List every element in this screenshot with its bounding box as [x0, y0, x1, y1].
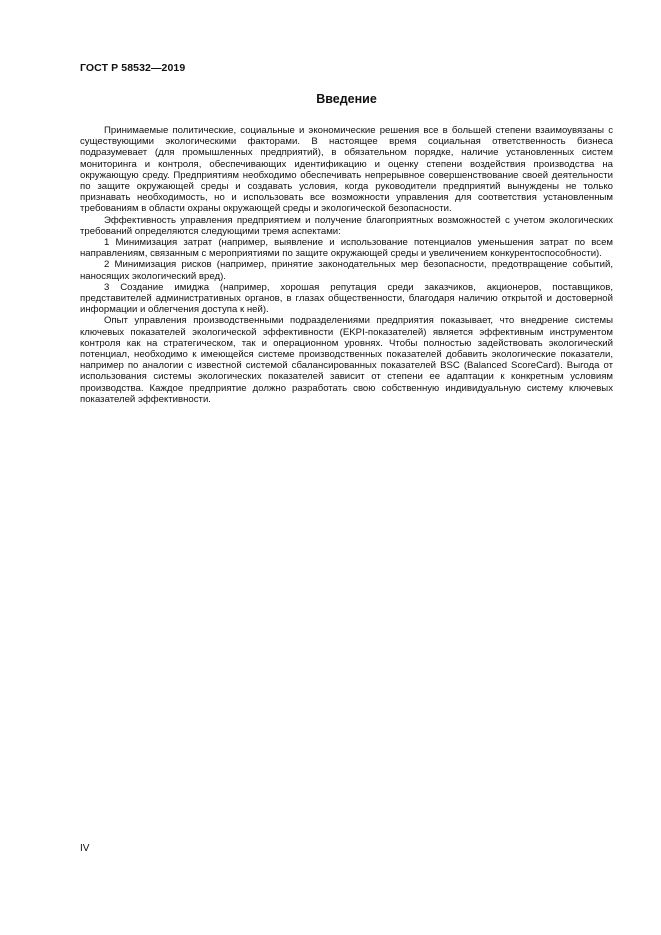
paragraph-aspect-image: 3 Создание имиджа (например, хорошая репутация среди заказчиков, акционеров, поставщиков, представителей административных органов, в глазах общественности, благодаря наличию открытой и достоверной информации и облегчения доступа к ней). [80, 281, 613, 316]
paragraph-intro: Принимаемые политические, социальные и экономические решения все в большей степени взаимоувязаны с существующими экологическими факторами. В настоящее время социальная ответственность бизнеса подразумевает (для промышленных предприятий), в обязательном порядке, наличие установленных систем мониторинга и контроля, обеспечивающих идентификацию и оценку степени воздействия производства на окружающую среду. Предприятиям необходимо обеспечивать непрерывное совершенствование своей деятельности по защите окружающей среды и создавать условия, когда руководители предприятий вынуждены не только признавать необходимость, но и использовать все возможности управления для соответствия установленным требованиям в области охраны окружающей среды и экологической безопасности. [80, 125, 613, 215]
section-body [80, 125, 613, 405]
section-title: Введение [316, 92, 377, 106]
page-number: IV [80, 843, 90, 854]
paragraph-aspect-cost: 1 Минимизация затрат (например, выявление и использование потенциалов уменьшения затрат по всем направлениям, связанным с мероприятиями по защите окружающей среды и увеличением конкурентоспособности). [80, 237, 613, 260]
document-header: ГОСТ Р 58532—2019 [80, 62, 186, 74]
paragraph-experience: Опыт управления производственными подразделениями предприятия показывает, что внедрение системы ключевых показателей экологической эффективности (EKPI-показателей) является эффективным инструментом контроля как на стратегическом, так и операционном уровнях. Чтобы полностью задействовать экологический потенциал, необходимо к имеющейся системе производственных показателей добавить экологические показатели, например по аналогии с известной системой сбалансированных показателей BSC (Balanced ScoreCard). Выгода от использования системы экологических показателей зависит от степени ее адаптации к конкретным условиям производства. Каждое предприятие должно разработать свою собственную индивидуальную систему ключевых показателей эффективности. [80, 315, 613, 405]
paragraph-aspects: Эффективность управления предприятием и получение благоприятных возможностей с учетом экологических требований определяются следующими тремя аспектами: [80, 214, 613, 237]
paragraph-aspect-risk: 2 Минимизация рисков (например, принятие законодательных мер безопасности, предотвращение событий, наносящих экологический вред). [80, 259, 613, 282]
